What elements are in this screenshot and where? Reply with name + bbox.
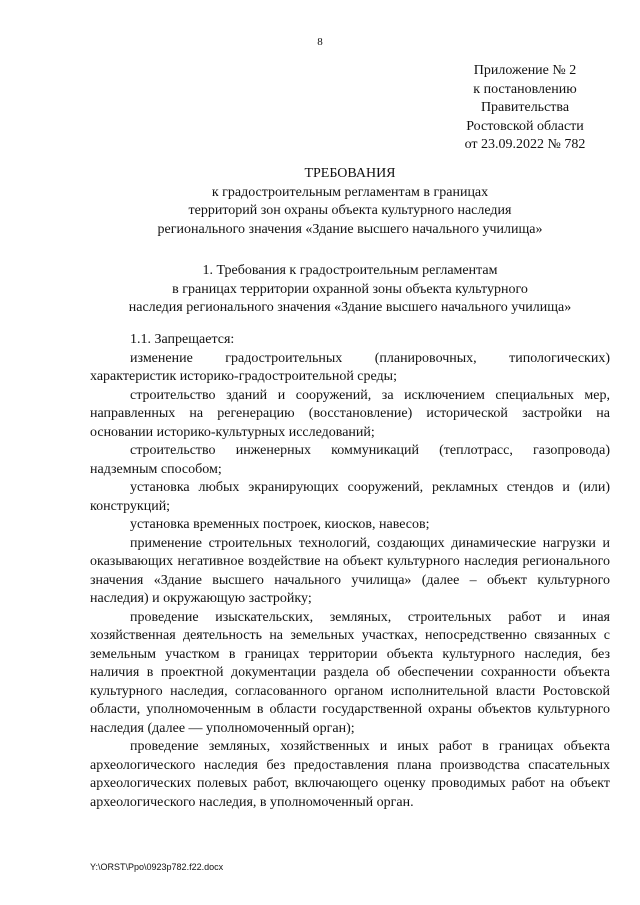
appendix-header: [440, 62, 610, 155]
document-body: [90, 331, 610, 812]
paragraph: установка временных построек, киосков, навесов;: [130, 517, 430, 532]
document-title: [60, 165, 640, 239]
section-heading: [60, 262, 640, 318]
appendix-line: к постановлению: [473, 81, 577, 97]
paragraph: строительство инженерных коммуникаций (теплотрасс, газопровода) надземным способом;: [90, 443, 610, 477]
section-line: наследия регионального значения «Здание высшего начального училища»: [128, 300, 572, 315]
page-number: 8: [317, 36, 323, 48]
paragraph: проведение земляных, хозяйственных и иных работ в границах объекта археологического наследия без предоставления плана производства спасательных археологических полевых работ, включающего оценку проводимых работ на объект археологического наследия, в уполномоченный орган.: [90, 739, 610, 810]
title-heading: ТРЕБОВАНИЯ: [304, 166, 396, 181]
title-line: к градостроительным регламентам в границах: [211, 184, 489, 200]
appendix-line: Правительства: [480, 100, 570, 115]
file-path-footer: Y:\ORST\Ppo\0923p782.f22.docx: [90, 862, 224, 872]
paragraph: применение строительных технологий, создающих динамические нагрузки и оказывающих негативное воздействие на объект культурного наследия регионального значения «Здание высшего начального училища» (далее – объект культурного наследия) и окружающую застройку;: [90, 535, 610, 606]
section-line: в границах территории охранной зоны объекта культурного: [172, 281, 528, 297]
title-line: регионального значения «Здание высшего начального училища»: [157, 221, 543, 237]
appendix-line: Приложение № 2: [473, 63, 577, 78]
paragraph: проведение изыскательских, земляных, строительных работ и иная хозяйственная деятельность на земельных участках, непосредственно связанных с земельным участком в границах территории объекта культурного наследия, без наличия в проектной документации раздела об обеспечении сохранности объекта культурного наследия, согласованного органом исполнительной власти Ростовской области, уполномоченным в области государственной охраны объектов культурного наследия (далее — уполномоченный орган);: [90, 609, 610, 736]
appendix-line: от 23.09.2022 № 782: [464, 137, 586, 152]
paragraph: строительство зданий и сооружений, за исключением специальных мер, направленных на регенерацию (восстановление) исторической застройки на основании историко-культурных исследований;: [90, 387, 610, 440]
title-line: территорий зон охраны объекта культурного наследия: [188, 203, 512, 218]
section-line: 1. Требования к градостроительным регламентам: [202, 263, 498, 278]
paragraph: установка любых экранирующих сооружений, рекламных стендов и (или) конструкций;: [90, 480, 610, 514]
paragraph: изменение градостроительных (планировочных, типологических) характеристик историко-градостроительной среды;: [90, 350, 610, 384]
item-heading: 1.1. Запрещается:: [130, 332, 235, 347]
appendix-line: Ростовской области: [466, 118, 584, 134]
